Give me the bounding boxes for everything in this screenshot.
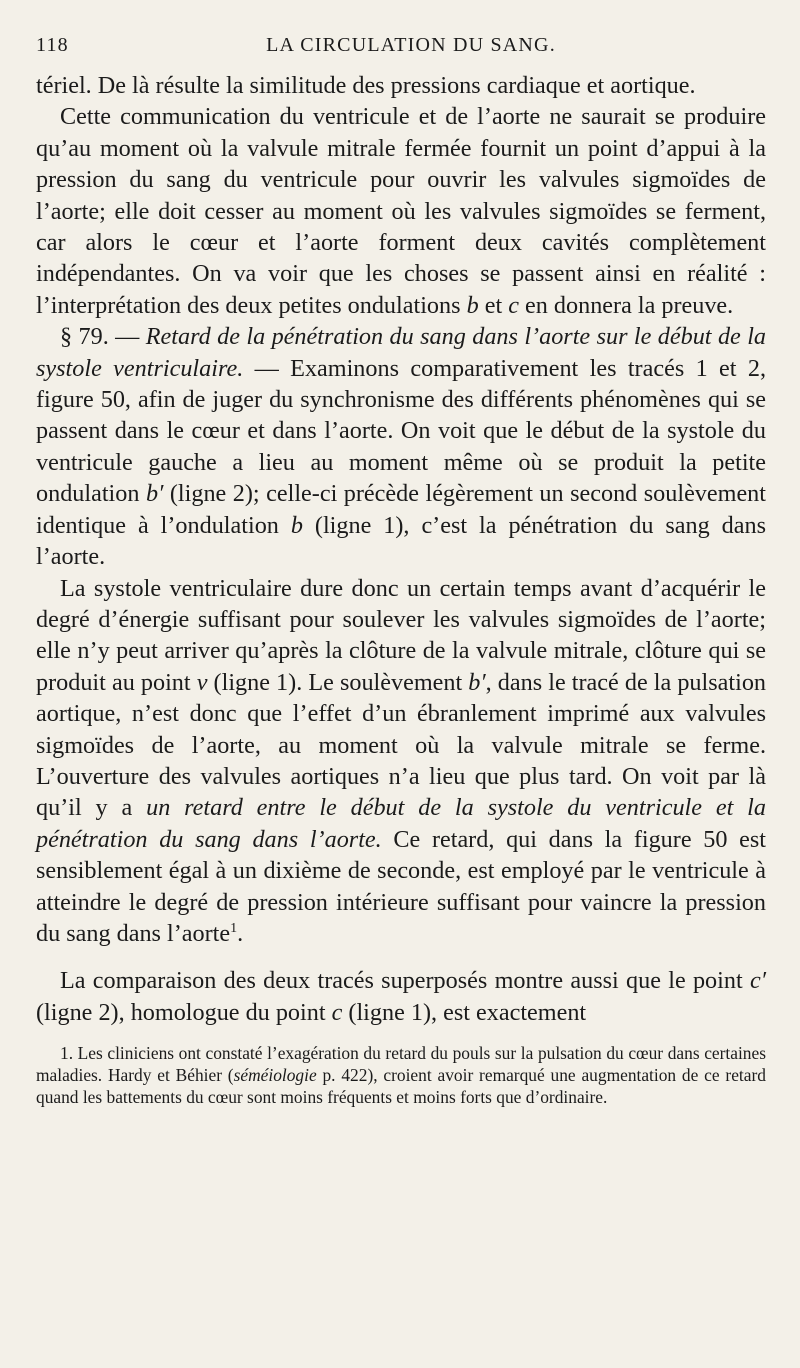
body-text bbox=[36, 70, 766, 1028]
variable-c: c bbox=[508, 291, 519, 319]
paragraph-text: (ligne 1), est exactement bbox=[342, 998, 587, 1026]
paragraph-text: (ligne 1), c’est la pénétration du sang dans l’aorte. bbox=[36, 511, 766, 571]
footnote-text: p. 422), croient avoir remarqué une augmentation de ce retard quand les battements du cœur sont moins fréquents et moins forts que d’ordinaire. bbox=[36, 1065, 766, 1108]
variable-v: v bbox=[196, 668, 208, 696]
section-dash: — bbox=[243, 354, 291, 382]
paragraph-text: (ligne 2), homologue du point bbox=[36, 998, 332, 1026]
variable-b: b bbox=[290, 511, 303, 539]
footnote-reference[interactable]: 1 bbox=[230, 920, 238, 936]
paragraph-continued bbox=[36, 70, 766, 101]
running-head bbox=[36, 34, 766, 70]
paragraph-text: La comparaison des deux tracés superposés montre aussi que le point bbox=[60, 967, 750, 995]
section-79-paragraph bbox=[36, 321, 766, 572]
variable-b-prime: b′ bbox=[145, 480, 164, 508]
paragraph-text: , dans le tracé de la pulsation aortique, n’est donc que l’effet d’un ébranlement imprimé aux valvules sigmoïdes de l’aorte, au moment où la valvule mitrale se ferme. L’ouverture des valvules aortiques n’a lieu que plus tard. On voit par là qu’il y a bbox=[36, 668, 767, 822]
paragraph-systole bbox=[36, 573, 766, 950]
section-title: Retard de la pénétration du sang dans l’aorte sur le début de la systole ventriculaire. bbox=[36, 323, 767, 382]
paragraph-text: (ligne 1). Le soulèvement bbox=[207, 668, 469, 696]
paragraph-text: Examinons comparativement les tracés 1 et 2, figure 50, afin de juger du synchronisme des différents phénomènes qui se passent dans le cœur et dans l’aorte. On voit que le début de la systole du ventricule gauche a lieu au moment même où se produit la petite ondulation bbox=[36, 354, 766, 508]
emphasized-text: un retard entre le début de la systole du ventricule et la pénétration du sang dans l’aorte. bbox=[36, 794, 766, 853]
paragraph-communication bbox=[36, 101, 766, 321]
paragraph-text: . bbox=[237, 919, 244, 947]
paragraph-text: Cette communication du ventricule et de l’aorte ne saurait se produire qu’au moment où la valvule mitrale fermée fournit un point d’appui à la pression du sang du ventricule pour ouvrir les valvules sigmoïdes de l’aorte; elle doit cesser au moment où les valvules sigmoïdes se ferment, car alors le cœur et l’aorte forment deux cavités complètement indépendantes. On va voir que les choses se passent ainsi en réalité : l’interprétation des deux petites ondulations bbox=[36, 103, 766, 319]
variable-b-prime: b′ bbox=[468, 668, 486, 696]
paragraph-text: Ce retard, qui dans la figure 50 est sensiblement égal à un dixième de seconde, est employé par le ventricule à atteindre le degré de pression intérieure suffisant pour vaincre la pression du sang dans l’aorte bbox=[36, 825, 766, 947]
variable-c-prime: c′ bbox=[749, 967, 766, 995]
section-number: § 79. — bbox=[60, 323, 146, 351]
paragraph-text: tériel. De là résulte la similitude des pressions cardiaque et aortique. bbox=[36, 72, 696, 99]
paragraph-text: et bbox=[478, 291, 509, 319]
page-number: 118 bbox=[36, 34, 69, 56]
paragraph-text: en donnera la preuve. bbox=[518, 291, 734, 319]
variable-b: b bbox=[466, 291, 479, 319]
variable-c: c bbox=[331, 998, 343, 1026]
paragraph-comparison bbox=[36, 965, 766, 1028]
running-title: LA CIRCULATION DU SANG. bbox=[266, 34, 556, 56]
paragraph-text: La systole ventriculaire dure donc un certain temps avant d’acquérir le degré d’énergie suffisant pour soulever les valvules sigmoïdes de l’aorte; elle n’y peut arriver qu’après la clôture de la valvule mitrale, clôture qui se produit au point bbox=[36, 574, 766, 696]
footnote-1 bbox=[36, 1042, 766, 1108]
footnote-citation: séméiologie bbox=[233, 1065, 317, 1086]
paragraph-text: (ligne 2); celle-ci précède légèrement un second soulèvement identique à l’ondulation bbox=[36, 480, 766, 539]
footnote-text: 1. Les cliniciens ont constaté l’exagération du retard du pouls sur la pulsation du cœur dans certaines maladies. Hardy et Béhier ( bbox=[36, 1043, 766, 1086]
